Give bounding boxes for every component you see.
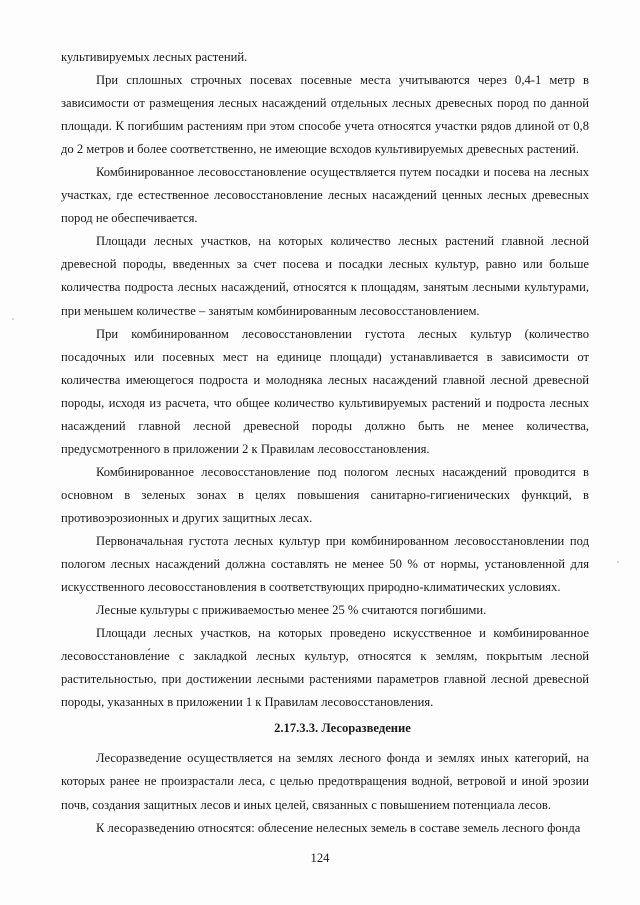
paragraph: При комбинированном лесовосстановлении густота лесных культур (количество посадочных или посевных мест на единице площади) устанавливается в зависимости от количества имеющегося подроста и молодняка лесных насаждений главной лесной древесной породы, исходя из расчета, что общее количество культивируемых растений и подроста лесных насаждений главной лесной древесной породы должно быть не менее количества, предусмотренного в приложении 2 к Правилам лесовосстановления. <box>61 326 589 456</box>
paragraph: Первоначальная густота лесных культур при комбинированном лесовосстановлении под пологом лесных насаждений должна составлять не менее 50 % от нормы, установленной для искусственного лесовосстановления в соответствующих природно-климатических условиях. <box>61 533 589 595</box>
paragraph: Площади лесных участков, на которых проведено искусственное и комбинированное лесовосстановле́ние с закладкой лесных культур, относятся к землям, покрытым лесной растительностью, при достижении лесными растениями параметров главной лесной древесной породы, указанных в приложении 1 к Правилам лесовосстановления. <box>61 626 589 710</box>
scan-speck <box>12 318 14 320</box>
paragraph: Комбинированное лесовосстановление под пологом лесных насаждений проводится в основном в зеленых зонах в целях повышения санитарно-гигиенических функций, в противоэрозионных и других защитных лесах. <box>61 464 589 525</box>
page-number: 124 <box>310 851 330 865</box>
paragraph: Комбинированное лесовосстановление осуществляется путем посадки и посева на лесных участках, где естественное лесовосстановление лесных насаждений ценных лесных древесных пород не обеспечивается. <box>61 165 589 226</box>
paragraph: Лесоразведение осуществляется на землях лесного фонда и землях иных категорий, на которых ранее не произрастали леса, с целью предотвращения водной, ветровой и иной эрозии почв, создания защитных лесов и иных целей, связанных с повышением потенциала лесов. <box>61 751 589 812</box>
document-body <box>61 46 589 840</box>
paragraph: Лесные культуры с приживаемостью менее 25 % считаются погибшими. <box>96 603 487 618</box>
paragraph: К лесоразведению относятся: облесение нелесных земель в составе земель лесного фонда <box>96 820 581 835</box>
paragraph: Площади лесных участков, на которых количество лесных растений главной лесной древесной породы, введенных за счет посева и посадки лесных культур, равно или больше количества подроста лесных насаждений, относятся к площадям, занятым лесными культурами, при меньшем количестве – занятым комбинированным лесовосстановлением. <box>61 234 589 318</box>
paragraph-continuation: культивируемых лесных растений. <box>61 50 248 64</box>
paragraph: При сплошных строчных посевах посевные места учитываются через 0,4-1 метр в зависимости от размещения лесных насаждений отдельных лесных древесных пород по данной площади. К погибшим растениям при этом способе учета относятся участки рядов длиной от 0,8 до 2 метров и более соответственно, не имеющие всходов культивируемых древесных растений. <box>61 73 589 157</box>
section-heading: 2.17.3.3. Лесоразведение <box>274 721 411 736</box>
scan-speck <box>617 561 619 563</box>
